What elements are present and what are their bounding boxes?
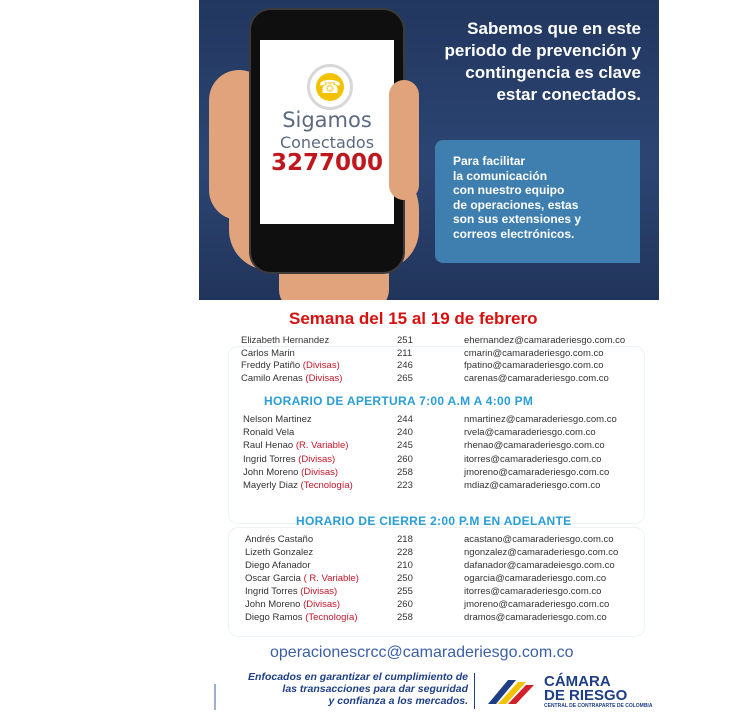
brand-name-1: CÁMARA [544,673,611,690]
contact-area-tag: (Tecnología) [305,612,358,623]
contact-extension: 251 [397,335,413,346]
phone-line1: Sigamos [282,108,372,132]
contact-email[interactable]: dramos@camaraderiesgo.com.co [464,612,607,623]
headline-line: periodo de prevención y [444,41,641,60]
contact-name-text: Diego Afanador [245,560,311,571]
brand-name-2: DE RIESGO [544,687,628,704]
info-line: la comunicación [453,168,548,183]
contact-extension: 265 [397,372,413,384]
camara-logo-icon [486,676,536,706]
contact-area-tag: (Divisas) [301,466,339,478]
contact-extension: 240 [397,427,413,439]
info-box [435,140,640,263]
phone-call-icon: ☎ [307,64,353,110]
info-line: correos electrónicos. [453,226,575,241]
operations-email[interactable]: operacionescrcc@camaraderiesgo.com.co [270,644,574,661]
header-apertura: HORARIO DE APERTURA 7:00 A.M A 4:00 PM [264,394,534,408]
contact-name [245,573,359,584]
contact-name [241,373,342,384]
contact-name [245,612,357,623]
contact-name-text: Ronald Vela [243,427,295,439]
contact-name-text: Ingrid Torres [245,586,301,597]
week-title: Semana del 15 al 19 de febrero [289,309,538,328]
contact-extension: 258 [397,612,413,623]
contact-extension: 255 [397,586,413,597]
contact-name [243,480,353,491]
footer-divider [474,673,475,709]
info-text [453,154,581,241]
phone-screen [260,40,394,224]
contact-area-tag: (Tecnología) [300,480,353,491]
contact-area-tag: (Divisas) [303,599,341,610]
contact-email[interactable]: itorres@camaraderiesgo.com.co [464,453,602,465]
banner-headline [391,18,641,106]
contact-email[interactable]: mdiaz@camaraderiesgo.com.co [464,480,601,491]
contact-name [245,560,311,571]
contact-name-text: Oscar Garcia [245,573,304,584]
contact-extension: 245 [397,440,413,452]
contact-email[interactable]: acastano@camaraderiesgo.com.co [464,534,614,545]
contact-email[interactable]: ogarcia@camaraderiesgo.com.co [464,573,607,584]
contact-name-text: Nelson Martinez [243,414,312,425]
contact-area-tag: (Divisas) [300,586,338,597]
headline-line: estar conectados. [496,85,641,104]
contact-email[interactable]: fpatino@camaraderiesgo.com.co [464,360,604,371]
slogan-line: y confianza a los mercados. [328,695,468,707]
contact-name [243,440,348,451]
contact-email[interactable]: ngonzalez@camaraderiesgo.com.co [464,547,619,558]
contact-extension: 260 [397,599,413,610]
info-line: Para facilitar [453,154,526,168]
contact-name-text: Andrés Castaño [245,534,314,545]
contact-name-text: Raul Henao [243,440,296,452]
contact-email[interactable]: rvela@camaraderiesgo.com.co [464,427,596,439]
contact-area-tag: (Divisas) [298,453,336,465]
edge-mark [214,684,216,710]
contact-email[interactable]: cmarin@camaraderiesgo.com.co [464,347,604,359]
contact-area-tag: (R. Variable) [295,440,349,452]
slogan-line: las transacciones para dar seguridad [282,683,468,695]
contact-name [245,599,340,610]
contact-extension: 244 [397,414,413,425]
headline-line: Sabemos que en este [467,19,641,38]
contact-email[interactable]: itorres@camaraderiesgo.com.co [464,586,602,597]
contact-extension: 223 [397,480,413,491]
contact-name [243,467,338,478]
contact-name [243,414,312,425]
contact-email[interactable]: dafanador@camaradeiesgo.com.co [464,560,615,571]
promo-banner [199,0,659,300]
contact-area-tag: (Divisas) [305,372,343,384]
contact-name [245,534,313,545]
contact-name [241,360,340,371]
contact-name [245,547,313,558]
contact-name-text: Mayerly Diaz [243,480,301,491]
contact-name-text: Diego Ramos [245,612,306,623]
contact-name [245,586,337,597]
contact-name [241,348,295,359]
contact-area-tag: ( R. Variable) [303,573,359,584]
contact-email[interactable]: ehernandez@camaraderiesgo.com.co [464,335,626,346]
contact-name-text: John Moreno [243,466,302,478]
contact-name-text: Carlos Marin [241,347,295,359]
brand-subtitle: CENTRAL DE CONTRAPARTE DE COLOMBIA [544,703,653,709]
contact-extension: 250 [397,573,413,584]
contact-extension: 258 [397,466,413,478]
info-line: con nuestro equipo [453,183,565,197]
contact-email[interactable]: nmartinez@camaraderiesgo.com.co [464,414,617,425]
info-line: son sus extensiones y [453,212,582,226]
contact-email[interactable]: jmoreno@camaraderiesgo.com.co [464,599,610,610]
contact-area-tag: (Divisas) [302,360,340,371]
contact-extension: 210 [397,560,413,571]
contact-email[interactable]: jmoreno@camaraderiesgo.com.co [464,466,610,478]
contact-extension: 228 [397,547,413,558]
contact-email[interactable]: rhenao@camaraderiesgo.com.co [464,440,605,452]
contact-extension: 218 [397,534,413,545]
contact-name [243,454,335,465]
footer-slogan [218,671,468,707]
contact-name-text: Ingrid Torres [243,453,299,465]
phone-illustration [249,8,405,274]
phone-number: 3277000 [270,150,384,176]
contact-extension: 246 [397,360,413,371]
slogan-line: Enfocados en garantizar el cumplimiento de [248,671,468,683]
contact-name-text: Freddy Patiño [241,360,303,371]
contact-name-text: Lizeth Gonzalez [245,547,314,558]
contact-name-text: John Moreno [245,599,304,610]
contact-name [241,335,329,346]
contact-email[interactable]: carenas@camaraderiesgo.com.co [464,372,609,384]
contact-name-text: Elizabeth Hernandez [241,335,330,346]
headline-line: contingencia es clave [465,63,641,82]
phone-line2: Conectados [279,133,375,152]
contact-name [243,427,294,438]
contact-extension: 260 [397,453,413,465]
header-cierre: HORARIO DE CIERRE 2:00 P.M EN ADELANTE [296,514,572,528]
contact-extension: 211 [397,347,413,359]
contact-name-text: Camilo Arenas [241,372,306,384]
info-line: de operaciones, estas [453,197,579,212]
